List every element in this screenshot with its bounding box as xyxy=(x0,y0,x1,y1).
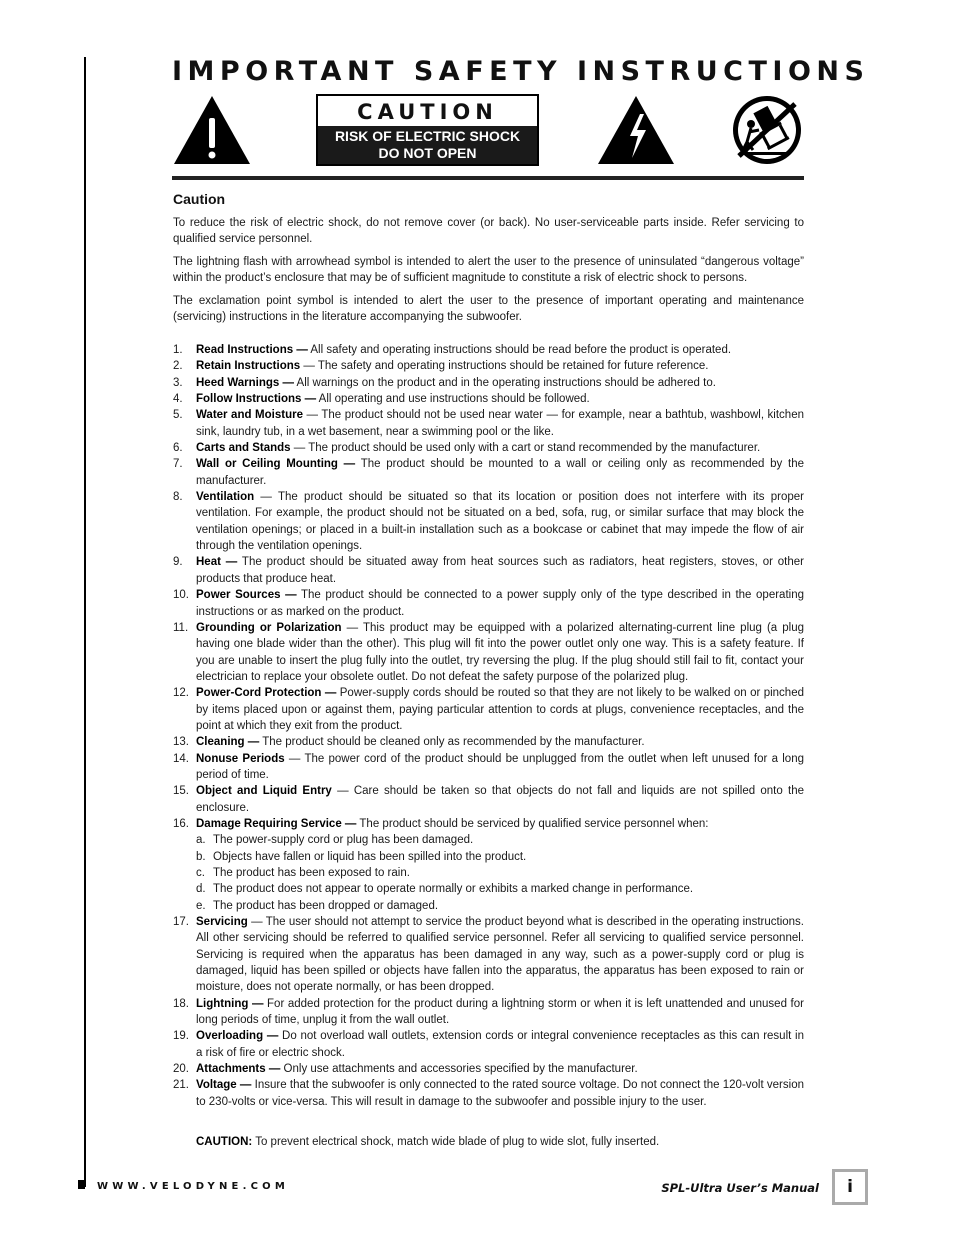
item-text: — The user should not attempt to service the product beyond what is described in the operating instructions. All other servicing should be referred to qualified service personnel. Refer all servicing to qualified service personnel. Servicing is required when the apparatus has been damaged in any way, such as a power-supply cord or plug is damaged, liquid has been spilled or objects have fallen into the apparatus, the apparatus has been exposed to rain or moisture, does not operate normally, or has been dropped. xyxy=(196,916,804,994)
item-term: Damage Requiring Service — xyxy=(196,817,357,830)
condition-text: Objects have fallen or liquid has been spilled into the product. xyxy=(213,850,527,863)
item-text: — The product should be used only with a cart or stand recommended by the manufacturer. xyxy=(290,442,761,455)
condition-text: The power-supply cord or plug has been damaged. xyxy=(213,834,474,847)
item-text: — Care should be taken so that objects do not fall and liquids are not spilled onto the enclosure. xyxy=(196,785,804,814)
item-text: The product should be cleaned only as recommended by the manufacturer. xyxy=(259,736,645,749)
lightning-triangle-icon xyxy=(596,94,676,166)
condition-text: The product has been dropped or damaged. xyxy=(213,899,439,912)
instruction-item xyxy=(173,391,804,407)
instruction-item xyxy=(173,440,804,456)
item-term: Grounding or Polarization xyxy=(196,621,342,634)
caution-label-heading: CAUTION xyxy=(357,100,498,124)
caution-paragraphs xyxy=(173,215,804,331)
damage-condition xyxy=(173,898,804,914)
item-term: Wall or Ceiling Mounting — xyxy=(196,458,356,471)
caution-label xyxy=(316,94,539,166)
caution-label-warning xyxy=(318,126,537,164)
item-term: Water and Moisture xyxy=(196,409,303,422)
item-text: Do not overload wall outlets, extension cords or integral convenience receptacles as this can result in a risk of fire or electric shock. xyxy=(196,1030,804,1059)
condition-letter: d. xyxy=(196,883,206,896)
instruction-item xyxy=(173,1028,804,1061)
item-term: Lightning — xyxy=(196,997,264,1010)
title-divider xyxy=(172,176,804,180)
item-text: Power-supply cords should be routed so that they are not likely to be walked on or pinched by items placed upon or against them, paying particular attention to cords at plugs, convenience receptacles, and the point at which they exit from the product. xyxy=(196,687,804,732)
item-term: Carts and Stands xyxy=(196,442,291,455)
paragraph: To reduce the risk of electric shock, do not remove cover (or back). No user-serviceable parts inside. Refer servicing to qualified service personnel. xyxy=(173,217,804,246)
instruction-item xyxy=(173,407,804,440)
item-number: 9. xyxy=(173,556,183,569)
instruction-item xyxy=(173,489,804,554)
item-term: Heat — xyxy=(196,556,238,569)
item-text: — The power cord of the product should be unplugged from the outlet when left unused for a long period of time. xyxy=(196,752,804,781)
item-term: Retain Instructions xyxy=(196,360,301,373)
item-number: 18. xyxy=(173,997,189,1010)
item-number: 21. xyxy=(173,1079,189,1092)
instruction-item xyxy=(173,734,804,750)
instruction-item xyxy=(173,914,804,996)
footer-website: WWW.VELODYNE.COM xyxy=(97,1181,289,1192)
paragraph: The lightning flash with arrowhead symbol is intended to alert the user to the presence of uninsulated “dangerous voltage” within the product’s enclosure that may be of sufficient magnitude to constitute a risk of electric shock to persons. xyxy=(173,255,804,285)
item-number: 5. xyxy=(173,409,183,422)
item-term: Cleaning — xyxy=(196,736,260,749)
exclamation-triangle-icon xyxy=(172,94,252,166)
footer-manual-title: SPL-Ultra User’s Manual xyxy=(661,1181,819,1195)
instruction-item xyxy=(173,1077,804,1110)
item-text: For added protection for the product during a lightning storm or when it is left unattended and unused for long periods of time, unplug it from the wall outlet. xyxy=(196,997,804,1027)
item-number: 7. xyxy=(173,458,183,471)
item-text: All safety and operating instructions should be read before the product is operated. xyxy=(307,344,732,356)
item-text: — This product may be equipped with a polarized alternating-current line plug (a plug having one blade wider than the other). This plug will fit into the power outlet only one way. This is a safety feature. If you are unable to insert the plug fully into the outlet, try reversing the plug. If the plug should still fail to fit, contact your electrician to replace your obsolete outlet. Do not defeat the safety purpose of the polarized plug. xyxy=(196,621,804,683)
item-number: 12. xyxy=(173,687,189,700)
instructions-list xyxy=(173,342,804,1110)
item-text: Insure that the subwoofer is only connected to the rated source voltage. Do not connect the 120-volt version to 230-volts or vice-versa. This will result in damage to the subwoofer and possible injury to the user. xyxy=(196,1079,804,1108)
item-text: The product should be mounted to a wall or ceiling only as recommended by the manufacturer. xyxy=(196,458,804,487)
item-text: The product should be situated away from heat sources such as radiators, heat registers, stoves, or other products that produce heat. xyxy=(196,556,805,585)
condition-letter: b. xyxy=(196,850,206,863)
instruction-item xyxy=(173,1061,804,1077)
caution-label-line2: DO NOT OPEN xyxy=(378,145,477,161)
item-text: All warnings on the product and in the operating instructions should be adhered to. xyxy=(293,376,716,389)
item-number: 17. xyxy=(173,916,189,929)
instruction-item xyxy=(173,783,804,816)
item-number: 1. xyxy=(173,344,183,356)
item-term: Servicing xyxy=(196,916,248,929)
item-number: 11. xyxy=(173,621,189,634)
instruction-item xyxy=(173,620,804,685)
item-number: 14. xyxy=(173,752,189,765)
instruction-item xyxy=(173,587,804,620)
item-term: Overloading — xyxy=(196,1030,279,1043)
caution-label-line1: RISK OF ELECTRIC SHOCK xyxy=(334,128,521,144)
condition-letter: a. xyxy=(196,834,206,847)
instruction-item xyxy=(173,554,804,587)
item-number: 13. xyxy=(173,736,189,749)
item-term: Read Instructions — xyxy=(196,344,308,356)
item-text: Only use attachments and accessories specified by the manufacturer. xyxy=(280,1063,638,1076)
item-number: 10. xyxy=(173,589,189,602)
item-number: 8. xyxy=(173,491,183,504)
page-title: IMPORTANT SAFETY INSTRUCTIONS xyxy=(172,56,870,87)
item-number: 20. xyxy=(173,1063,189,1076)
item-number: 16. xyxy=(173,817,189,830)
item-text: — The safety and operating instructions should be retained for future reference. xyxy=(300,360,709,373)
closing-caution-note xyxy=(196,1136,659,1148)
damage-condition xyxy=(173,849,804,865)
paragraph: The exclamation point symbol is intended to alert the user to the presence of important operating and maintenance (servicing) instructions in the literature accompanying the subwoofer. xyxy=(173,294,804,324)
condition-letter: e. xyxy=(196,899,206,912)
item-number: 4. xyxy=(173,393,183,406)
note-label: CAUTION: xyxy=(196,1136,253,1148)
instruction-item xyxy=(173,751,804,784)
item-term: Attachments — xyxy=(196,1063,281,1076)
item-term: Heed Warnings — xyxy=(196,376,294,389)
instruction-item xyxy=(173,685,804,734)
item-term: Power Sources — xyxy=(196,589,297,602)
item-number: 2. xyxy=(173,360,183,373)
left-margin-marker xyxy=(78,1180,85,1189)
note-text: To prevent electrical shock, match wide blade of plug to wide slot, fully inserted. xyxy=(252,1136,660,1148)
condition-text: The product does not appear to operate normally or exhibits a marked change in performance. xyxy=(213,883,694,896)
instruction-item xyxy=(173,358,804,374)
section-heading: Caution xyxy=(173,191,226,207)
left-margin-rule xyxy=(84,57,86,1187)
instruction-item xyxy=(173,456,804,489)
item-text: The product should be serviced by qualified service personnel when: xyxy=(356,817,709,830)
item-text: All operating and use instructions should be followed. xyxy=(316,393,590,406)
instruction-item xyxy=(173,342,804,358)
item-text: — The product should not be used near water — for example, near a bathtub, washbowl, kitchen sink, laundry tub, in a wet basement, near a swimming pool or the like. xyxy=(196,409,804,438)
item-text: The product should be connected to a power supply only of the type described in the operating instructions or as marked on the product. xyxy=(196,589,804,618)
damage-condition xyxy=(173,865,804,881)
damage-condition xyxy=(173,881,804,897)
damage-condition xyxy=(173,832,804,848)
page-number: i xyxy=(832,1169,868,1205)
item-number: 15. xyxy=(173,785,189,798)
item-term: Follow Instructions — xyxy=(196,393,317,406)
condition-text: The product has been exposed to rain. xyxy=(213,867,410,879)
item-number: 3. xyxy=(173,376,183,389)
item-term: Object and Liquid Entry xyxy=(196,785,332,798)
instruction-item xyxy=(173,816,804,832)
item-term: Power-Cord Protection — xyxy=(196,687,337,700)
instruction-item xyxy=(173,375,804,391)
condition-letter: c. xyxy=(196,867,205,879)
item-text: — The product should be situated so that its location or position does not interfere with its proper ventilation. For example, the product should not be situated on a bed, sofa, rug, or similar surface that may block the ventilation openings; or placed in a built-in installation such as a bookcase or cabinet that may impede the flow of air through the ventilation openings. xyxy=(196,491,804,553)
item-number: 6. xyxy=(173,442,183,455)
item-term: Ventilation xyxy=(196,491,255,504)
item-number: 19. xyxy=(173,1030,189,1043)
item-term: Nonuse Periods xyxy=(196,752,285,765)
instruction-item xyxy=(173,996,804,1029)
item-term: Voltage — xyxy=(196,1079,252,1092)
cart-tipover-icon xyxy=(729,94,805,166)
